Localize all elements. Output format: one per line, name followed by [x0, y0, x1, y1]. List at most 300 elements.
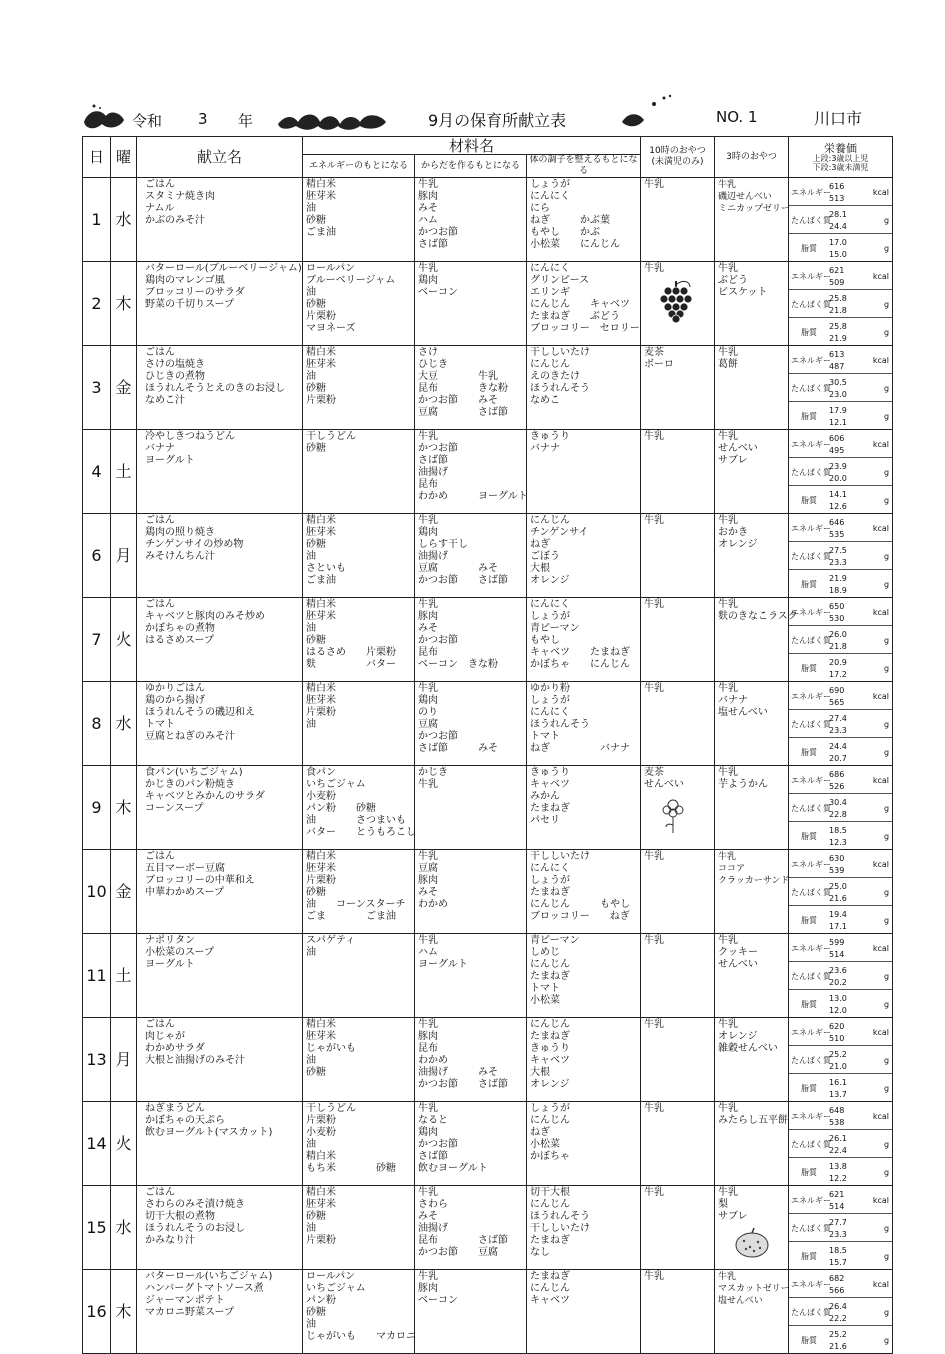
protein-upper-value: 30.4: [829, 798, 847, 807]
energy-label: エネルギー: [791, 272, 832, 281]
snack10-cell: [641, 178, 715, 262]
gram-unit: g: [883, 1224, 890, 1233]
protein-label: たんぱく質: [791, 972, 832, 981]
condition-ingredients-cell: きゅうり バナナ: [527, 430, 641, 514]
energy-ingredients-cell: 精白米 胚芽米 砂糖 油 さといも ごま油: [303, 514, 415, 598]
protein-lower-value: 21.8: [829, 642, 847, 651]
protein-lower-value: 21.0: [829, 1062, 847, 1071]
condition-ingredients-cell: たまねぎ にんじん キャベツ: [527, 1270, 641, 1354]
kcal-unit: kcal: [872, 1280, 890, 1289]
energy-lower-value: 510: [829, 1034, 845, 1043]
grapes-icon: [658, 279, 694, 321]
energy-label: エネルギー: [791, 608, 832, 617]
nutrition-cell: [789, 1018, 893, 1102]
fat-upper-value: 14.1: [829, 490, 847, 499]
weekday-cell: 土: [111, 430, 137, 514]
snack10-cell: [641, 598, 715, 682]
fat-label: 脂質: [801, 1252, 818, 1261]
protein-row: [789, 1130, 892, 1158]
kcal-unit: kcal: [872, 1112, 890, 1121]
energy-ingredients-cell: スパゲティ 油: [303, 934, 415, 1018]
fat-lower-value: 12.1: [829, 418, 847, 427]
nutrition-header: [789, 137, 893, 178]
fat-label: 脂質: [801, 832, 818, 841]
fat-label: 脂質: [801, 1168, 818, 1177]
protein-lower-value: 20.2: [829, 978, 847, 987]
document-number: NO. 1: [716, 108, 758, 126]
protein-label: たんぱく質: [791, 552, 832, 561]
gram-unit: g: [883, 412, 890, 421]
fat-label: 脂質: [801, 1084, 818, 1093]
kcal-unit: kcal: [872, 1196, 890, 1205]
menu-name-cell: ナポリタン 小松菜のスープ ヨーグルト: [137, 934, 303, 1018]
snack3-cell: [715, 346, 789, 430]
snack10-cell: [641, 682, 715, 766]
energy-row: [789, 934, 892, 962]
weekday-header: 曜: [111, 137, 137, 178]
protein-row: [789, 710, 892, 738]
protein-upper-value: 27.5: [829, 546, 847, 555]
fat-upper-value: 21.9: [829, 574, 847, 583]
snack3-text: 牛乳 おかき オレンジ: [718, 515, 758, 550]
fat-lower-value: 15.7: [829, 1258, 847, 1267]
day-cell: 16: [83, 1270, 111, 1354]
kcal-unit: kcal: [872, 356, 890, 365]
energy-upper-value: 648: [829, 1106, 845, 1115]
snack3-cell: [715, 514, 789, 598]
nutrition-upper-note: 上段:3歳以上児: [812, 153, 869, 163]
menu-name-cell: ごはん 肉じゃが わかめサラダ 大根と油揚げのみそ汁: [137, 1018, 303, 1102]
snack3-cell: [715, 178, 789, 262]
energy-lower-value: 539: [829, 866, 845, 875]
energy-lower-value: 514: [829, 1202, 845, 1211]
snack10-header: 10時のおやつ (未満児のみ): [641, 137, 715, 178]
fat-upper-value: 16.1: [829, 1078, 847, 1087]
snack3-text: 牛乳 マスカットゼリー 塩せんべい: [718, 1272, 790, 1306]
day-cell: 1: [83, 178, 111, 262]
body-ingredients-cell: 牛乳 豆腐 豚肉 みそ わかめ: [415, 850, 527, 934]
weekday-cell: 水: [111, 1186, 137, 1270]
energy-lower-value: 538: [829, 1118, 845, 1127]
protein-label: たんぱく質: [791, 720, 832, 729]
gram-unit: g: [883, 720, 890, 729]
snack3-cell: [715, 1018, 789, 1102]
protein-label: たんぱく質: [791, 804, 832, 813]
snack10-text: 牛乳: [644, 1019, 665, 1030]
energy-label: エネルギー: [791, 944, 832, 953]
protein-row: [789, 458, 892, 486]
snack3-cell: [715, 262, 789, 346]
energy-ingredients-cell: 精白米 胚芽米 じゃがいも 油 砂糖: [303, 1018, 415, 1102]
protein-label: たんぱく質: [791, 636, 832, 645]
kcal-unit: kcal: [872, 272, 890, 281]
weekday-cell: 木: [111, 766, 137, 850]
menu-name-cell: ごはん さけの塩焼き ひじきの煮物 ほうれんそうとえのきのお浸し なめこ汁: [137, 346, 303, 430]
energy-row: [789, 1018, 892, 1046]
snack10-cell: [641, 430, 715, 514]
weekday-cell: 火: [111, 1102, 137, 1186]
weekday-cell: 土: [111, 934, 137, 1018]
day-cell: 6: [83, 514, 111, 598]
protein-upper-value: 28.1: [829, 210, 847, 219]
kcal-unit: kcal: [872, 776, 890, 785]
fat-lower-value: 21.6: [829, 1342, 847, 1351]
gram-unit: g: [883, 748, 890, 757]
fat-upper-value: 17.9: [829, 406, 847, 415]
gram-unit: g: [883, 552, 890, 561]
condition-ingredients-cell: 青ピーマン しめじ にんじん たまねぎ トマト 小松菜: [527, 934, 641, 1018]
snack3-text: 牛乳 バナナ 塩せんべい: [718, 683, 768, 718]
snack3-text: 牛乳 みたらし五平餅: [718, 1103, 789, 1126]
gram-unit: g: [883, 888, 890, 897]
energy-label: エネルギー: [791, 440, 832, 449]
gram-unit: g: [883, 916, 890, 925]
gram-unit: g: [883, 1336, 890, 1345]
energy-ingredients-cell: ロールパン ブルーベリージャム 油 砂糖 片栗粉 マヨネーズ: [303, 262, 415, 346]
kcal-unit: kcal: [872, 1028, 890, 1037]
energy-label: エネルギー: [791, 188, 832, 197]
protein-label: たんぱく質: [791, 1056, 832, 1065]
fat-row: [789, 1242, 892, 1269]
fat-lower-value: 12.0: [829, 1006, 847, 1015]
fat-label: 脂質: [801, 916, 818, 925]
snack10-text: 牛乳: [644, 1103, 665, 1114]
snack10-cell: [641, 934, 715, 1018]
snack3-text: 牛乳 ぶどう ビスケット: [718, 263, 768, 298]
leaf-decoration-icon: [276, 106, 396, 132]
body-ingredients-cell: 牛乳 かつお節 さば節 油揚げ 昆布 わかめ ヨーグルト: [415, 430, 527, 514]
menu-row: [83, 766, 893, 850]
gram-unit: g: [883, 636, 890, 645]
protein-lower-value: 23.3: [829, 726, 847, 735]
energy-row: [789, 850, 892, 878]
day-header: 日: [83, 137, 111, 178]
menu-name-cell: 冷やしきつねうどん バナナ ヨーグルト: [137, 430, 303, 514]
protein-label: たんぱく質: [791, 468, 832, 477]
weekday-cell: 水: [111, 682, 137, 766]
kcal-unit: kcal: [872, 860, 890, 869]
snack10-cell: [641, 1018, 715, 1102]
fat-label: 脂質: [801, 1000, 818, 1009]
snack10-text: 牛乳: [644, 263, 665, 274]
snack10-text: 牛乳: [644, 179, 665, 190]
protein-upper-value: 26.0: [829, 630, 847, 639]
protein-label: たんぱく質: [791, 216, 832, 225]
nutrition-cell: [789, 766, 893, 850]
protein-row: [789, 290, 892, 318]
day-cell: 9: [83, 766, 111, 850]
energy-lower-value: 530: [829, 614, 845, 623]
snack10-text: 牛乳: [644, 935, 665, 946]
snack10-text: 牛乳: [644, 1187, 665, 1198]
nutrition-cell: [789, 1102, 893, 1186]
protein-row: [789, 794, 892, 822]
condition-ingredients-cell: にんじん たまねぎ きゅうり キャベツ 大根 オレンジ: [527, 1018, 641, 1102]
weekday-cell: 金: [111, 346, 137, 430]
city-name: 川口市: [814, 109, 863, 128]
snack3-cell: [715, 430, 789, 514]
weekday-cell: 木: [111, 1270, 137, 1354]
fat-row: [789, 822, 892, 849]
day-cell: 7: [83, 598, 111, 682]
protein-lower-value: 20.0: [829, 474, 847, 483]
snack3-cell: [715, 1186, 789, 1270]
snack3-text: 牛乳 麩のきなこラスク: [718, 599, 798, 622]
protein-label: たんぱく質: [791, 384, 832, 393]
snack3-text: 牛乳 クッキー せんべい: [718, 935, 759, 970]
menu-row: [83, 1102, 893, 1186]
flower-icon: [658, 795, 688, 835]
weekday-cell: 金: [111, 850, 137, 934]
fat-row: [789, 570, 892, 597]
fat-row: [789, 1326, 892, 1353]
fat-upper-value: 24.4: [829, 742, 847, 751]
condition-ingredients-cell: 切干大根 にんじん ほうれんそう 干ししいたけ たまねぎ なし: [527, 1186, 641, 1270]
gram-unit: g: [883, 972, 890, 981]
body-ingredients-cell: 牛乳 豚肉 みそ ハム かつお節 さば節: [415, 178, 527, 262]
protein-row: [789, 962, 892, 990]
energy-upper-value: 620: [829, 1022, 845, 1031]
snack10-text: 牛乳: [644, 1271, 665, 1282]
fat-row: [789, 318, 892, 345]
snack10-text: 牛乳: [644, 683, 665, 694]
energy-upper-value: 616: [829, 182, 845, 191]
body-building-header: からだを作るもとになる: [415, 155, 527, 178]
protein-upper-value: 23.9: [829, 462, 847, 471]
fat-upper-value: 20.9: [829, 658, 847, 667]
fat-row: [789, 402, 892, 429]
menu-row: [83, 1018, 893, 1102]
energy-ingredients-cell: 干しうどん 砂糖: [303, 430, 415, 514]
gram-unit: g: [883, 300, 890, 309]
protein-row: [789, 206, 892, 234]
energy-row: [789, 430, 892, 458]
energy-label: エネルギー: [791, 860, 832, 869]
protein-lower-value: 22.2: [829, 1314, 847, 1323]
menu-name-cell: バターロール(ブルーベリージャム) 鶏肉のマレンゴ風 ブロッコリーのサラダ 野菜の千切りスープ: [137, 262, 303, 346]
energy-upper-value: 682: [829, 1274, 845, 1283]
menu-name-cell: バターロール(いちごジャム) ハンバーグトマトソース煮 ジャーマンポテト マカロニ野菜スープ: [137, 1270, 303, 1354]
protein-lower-value: 24.4: [829, 222, 847, 231]
protein-row: [789, 374, 892, 402]
energy-ingredients-cell: 精白米 胚芽米 油 砂糖 はるさめ 片栗粉 麩 バター: [303, 598, 415, 682]
energy-row: [789, 682, 892, 710]
energy-upper-value: 686: [829, 770, 845, 779]
document-title: 9月の保育所献立表: [428, 111, 567, 130]
energy-ingredients-cell: 精白米 胚芽米 砂糖 油 片栗粉: [303, 1186, 415, 1270]
fat-lower-value: 12.3: [829, 838, 847, 847]
energy-upper-value: 690: [829, 686, 845, 695]
fat-lower-value: 17.1: [829, 922, 847, 931]
year-unit: 年: [238, 112, 254, 130]
protein-upper-value: 25.0: [829, 882, 847, 891]
gram-unit: g: [883, 1252, 890, 1261]
menu-row: [83, 514, 893, 598]
kcal-unit: kcal: [872, 944, 890, 953]
condition-ingredients-cell: にんじん チンゲンサイ ねぎ ごぼう 大根 オレンジ: [527, 514, 641, 598]
protein-lower-value: 22.4: [829, 1146, 847, 1155]
energy-source-header: エネルギーのもとになる: [303, 155, 415, 178]
snack10-text: 麦茶 ボーロ: [644, 347, 675, 370]
protein-row: [789, 542, 892, 570]
gram-unit: g: [883, 216, 890, 225]
nutrition-cell: [789, 346, 893, 430]
nutrition-title: 栄養価: [824, 141, 858, 155]
energy-lower-value: 565: [829, 698, 845, 707]
fat-upper-value: 25.2: [829, 1330, 847, 1339]
protein-lower-value: 21.8: [829, 306, 847, 315]
nutrition-cell: [789, 262, 893, 346]
gram-unit: g: [883, 1000, 890, 1009]
nutrition-cell: [789, 598, 893, 682]
day-cell: 10: [83, 850, 111, 934]
energy-row: [789, 178, 892, 206]
nutrition-cell: [789, 682, 893, 766]
nutrition-cell: [789, 850, 893, 934]
snack3-cell: [715, 682, 789, 766]
gram-unit: g: [883, 468, 890, 477]
energy-ingredients-cell: 干しうどん 片栗粉 小麦粉 油 精白米 もち米 砂糖: [303, 1102, 415, 1186]
energy-upper-value: 621: [829, 1190, 845, 1199]
fat-lower-value: 12.6: [829, 502, 847, 511]
year-value: 3: [198, 110, 208, 128]
protein-upper-value: 25.2: [829, 1050, 847, 1059]
kcal-unit: kcal: [872, 692, 890, 701]
condition-ingredients-cell: ゆかり粉 しょうが にんにく ほうれんそう トマト ねぎ バナナ: [527, 682, 641, 766]
protein-row: [789, 1298, 892, 1326]
energy-upper-value: 630: [829, 854, 845, 863]
fat-lower-value: 12.2: [829, 1174, 847, 1183]
fat-label: 脂質: [801, 1336, 818, 1345]
energy-ingredients-cell: 精白米 胚芽米 油 砂糖 片栗粉: [303, 346, 415, 430]
energy-upper-value: 650: [829, 602, 845, 611]
weekday-cell: 木: [111, 262, 137, 346]
energy-label: エネルギー: [791, 692, 832, 701]
day-cell: 2: [83, 262, 111, 346]
snack3-text: 牛乳 ココア クラッカーサンド: [718, 852, 790, 886]
fat-row: [789, 990, 892, 1017]
energy-row: [789, 346, 892, 374]
fat-row: [789, 1074, 892, 1101]
menu-row: [83, 850, 893, 934]
fat-lower-value: 15.0: [829, 250, 847, 259]
menu-row: [83, 934, 893, 1018]
condition-ingredients-cell: にんにく しょうが 青ピーマン もやし キャベツ たまねぎ かぼちゃ にんじん: [527, 598, 641, 682]
gram-unit: g: [883, 832, 890, 841]
body-ingredients-cell: かじき 牛乳: [415, 766, 527, 850]
weekday-cell: 水: [111, 178, 137, 262]
menu-row: [83, 598, 893, 682]
body-ingredients-cell: 牛乳 なると 鶏肉 かつお節 さば節 飲むヨーグルト: [415, 1102, 527, 1186]
kcal-unit: kcal: [872, 440, 890, 449]
fat-row: [789, 906, 892, 933]
fat-upper-value: 19.4: [829, 910, 847, 919]
energy-label: エネルギー: [791, 1280, 832, 1289]
menu-name-cell: ごはん キャベツと豚肉のみそ炒め かぼちゃの煮物 はるさめスープ: [137, 598, 303, 682]
protein-upper-value: 26.4: [829, 1302, 847, 1311]
snack10-cell: [641, 514, 715, 598]
snack3-cell: [715, 598, 798, 682]
body-ingredients-cell: 牛乳 ハム ヨーグルト: [415, 934, 527, 1018]
gram-unit: g: [883, 1308, 890, 1317]
energy-ingredients-cell: 精白米 胚芽米 油 砂糖 ごま油: [303, 178, 415, 262]
body-ingredients-cell: 牛乳 鶏肉 のり 豆腐 かつお節 さば節 みそ: [415, 682, 527, 766]
protein-label: たんぱく質: [791, 1224, 832, 1233]
menu-row: [83, 178, 893, 262]
snack3-cell: [715, 934, 789, 1018]
menu-row: [83, 1270, 893, 1354]
era-label: 令和: [132, 112, 163, 130]
energy-upper-value: 599: [829, 938, 845, 947]
ingredients-header: 材料名: [303, 137, 641, 155]
fat-lower-value: 20.7: [829, 754, 847, 763]
fat-lower-value: 21.9: [829, 334, 847, 343]
fat-label: 脂質: [801, 664, 818, 673]
snack10-cell: [641, 850, 715, 934]
nutrition-cell: [789, 1186, 893, 1270]
day-cell: 15: [83, 1186, 111, 1270]
protein-row: [789, 1046, 892, 1074]
nutrition-cell: [789, 178, 893, 262]
energy-lower-value: 514: [829, 950, 845, 959]
energy-row: [789, 766, 892, 794]
gram-unit: g: [883, 1056, 890, 1065]
energy-row: [789, 1270, 892, 1298]
protein-row: [789, 1214, 892, 1242]
snack10-cell: [641, 346, 715, 430]
day-cell: 11: [83, 934, 111, 1018]
protein-lower-value: 22.8: [829, 810, 847, 819]
protein-upper-value: 27.7: [829, 1218, 847, 1227]
menu-row: [83, 1186, 893, 1270]
document-header: [0, 100, 945, 140]
gram-unit: g: [883, 580, 890, 589]
fat-upper-value: 25.8: [829, 322, 847, 331]
menu-name-cell: ねぎまうどん かぼちゃの天ぷら 飲むヨーグルト(マスカット): [137, 1102, 303, 1186]
gram-unit: g: [883, 804, 890, 813]
gram-unit: g: [883, 664, 890, 673]
energy-lower-value: 487: [829, 362, 845, 371]
body-ingredients-cell: 牛乳 鶏肉 ベーコン: [415, 262, 527, 346]
energy-label: エネルギー: [791, 1112, 832, 1121]
fat-row: [789, 234, 892, 261]
gram-unit: g: [883, 384, 890, 393]
energy-lower-value: 535: [829, 530, 845, 539]
day-cell: 14: [83, 1102, 111, 1186]
protein-lower-value: 23.3: [829, 558, 847, 567]
snack10-text: 牛乳: [644, 851, 665, 862]
kcal-unit: kcal: [872, 608, 890, 617]
protein-label: たんぱく質: [791, 1308, 832, 1317]
day-cell: 3: [83, 346, 111, 430]
snack10-text: 牛乳: [644, 599, 665, 610]
nutrition-cell: [789, 514, 893, 598]
energy-label: エネルギー: [791, 1196, 832, 1205]
fat-upper-value: 13.8: [829, 1162, 847, 1171]
fat-row: [789, 738, 892, 765]
energy-lower-value: 526: [829, 782, 845, 791]
energy-row: [789, 262, 892, 290]
fat-lower-value: 17.2: [829, 670, 847, 679]
snack3-cell: [715, 1270, 789, 1354]
snack3-text: 牛乳 磯辺せんべい ミニカップゼリー: [718, 180, 790, 214]
snack3-text: 牛乳 オレンジ 雑穀せんべい: [718, 1019, 778, 1054]
protein-lower-value: 23.3: [829, 1230, 847, 1239]
protein-upper-value: 27.4: [829, 714, 847, 723]
fat-label: 脂質: [801, 580, 818, 589]
condition-ingredients-cell: 干ししいたけ にんにく しょうが たまねぎ にんじん もやし ブロッコリー ねぎ: [527, 850, 641, 934]
energy-upper-value: 613: [829, 350, 845, 359]
